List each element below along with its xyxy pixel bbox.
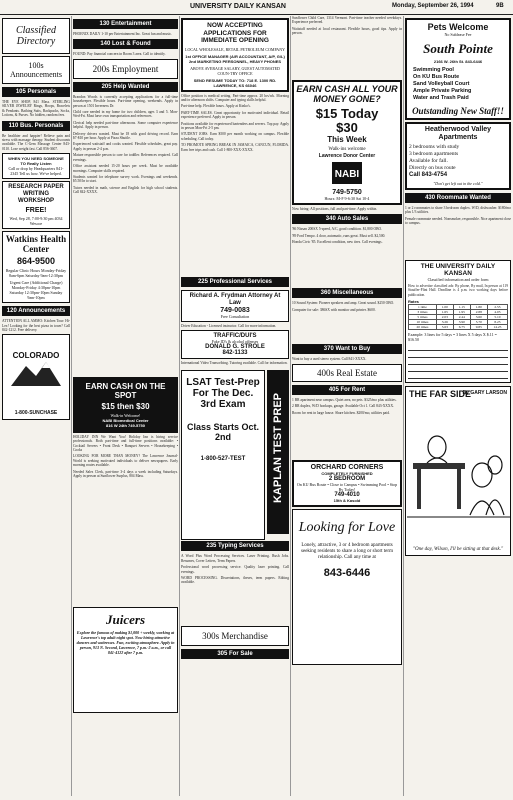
page-header: [0, 0, 513, 15]
kansan-form-heading: THE UNIVERSITY DAILY KANSAN: [420, 263, 496, 277]
directory-title: Classified Directory: [15, 25, 56, 47]
rates-cell: 1.00: [436, 305, 453, 310]
rates-title: Rates: [408, 299, 419, 305]
orchard-address: 15th & Kasold: [333, 497, 361, 503]
orchard-list: On KU Bus Route • Close to Campus • Swimming Pool • Stop By Today!: [296, 481, 398, 492]
earn-cash-sub: Walk-in Welcome!: [110, 412, 141, 418]
name-field[interactable]: [408, 345, 508, 351]
rates-row: [409, 325, 508, 330]
colorado-heading: COLORADO: [12, 351, 60, 361]
heatherwood-title: Heatherwood Valley Apartments: [424, 126, 492, 141]
workshop-title: RESEARCH PAPER WRITING WORKSHOP: [8, 184, 64, 205]
watkins-phone: 864-9500: [16, 256, 56, 267]
prof-services-heading: 225 Professional Services: [181, 277, 289, 287]
south-pointe-staff: Outstanding New Staff!!: [412, 106, 504, 116]
help-wanted-heading: 205 Help Wanted: [73, 82, 178, 92]
rates-cell: 3.26: [436, 320, 453, 325]
address-field[interactable]: [408, 352, 508, 358]
earn-cash-phone: 816 W 24th 749-5750: [106, 422, 145, 428]
column-rule: [179, 16, 180, 796]
misc-heading: 360 Miscellaneous: [292, 288, 402, 298]
workshop-ad: [2, 181, 70, 229]
accepting-note: ABOVE AVERAGE SALARY, GUEST AUTOMATED COUN-TRY OFFICE: [190, 65, 280, 76]
ad-text-field[interactable]: [408, 373, 508, 379]
rates-cell: 14.25: [487, 325, 507, 330]
rates-cell: 8.25: [487, 320, 507, 325]
orchard-sub: COMPLETELY FURNISHED: [321, 470, 373, 476]
amenity-pool: Swimming Pool: [413, 67, 454, 73]
rates-cell: 3.60: [470, 315, 487, 320]
far-side-cartoon: [405, 386, 511, 556]
south-pointe-list: [413, 67, 507, 102]
orchard-title: ORCHARD CORNERS: [310, 463, 384, 471]
accepting-sub: LOCAL WHOLESALE, RETAIL PETROLEUM COMPANY: [185, 46, 285, 52]
rates-cell: 5.10: [487, 315, 507, 320]
colorado-phone: 1-800-SUNCHASE: [14, 410, 58, 417]
rates-cell: 6.75: [453, 325, 470, 330]
earn-today: $15 Today: [315, 106, 379, 121]
employment-box: [73, 59, 178, 79]
workshop-date: Wed, Sep 28, 7:00-9:30 pm 4034 Wescoe: [9, 216, 63, 227]
heatherwood-item: 3 bedroom apartments: [409, 151, 459, 157]
listen-heading: WHEN YOU NEED SOMEONE TO Really Listen: [8, 156, 64, 167]
column-5: Pets Welcome No Sublease Fee South Pointe 2166 W. 26th St. 843-6446 Swimming Pool On KU Bus Route Sand Volleyball Court Ample Private Parking Water and Trash Paid Outstanding New Staff!! Heatherwood Valley Apartments 2 bedrooms with study 3 bedroom apartments Available for fall. Directly on bus route Call 843-4754 "Don't get left out in the cold." 430 Roommate Wanted 1 or 2 roommates to share 3 bedroom duplex. W/D, dishwasher. $180/mo plus 1/3 utilities. Female roommate needed. Nonsmoker, responsible. Nice apartment close to campus. THE UNIVERSITY DAILY KANSAN Classified information and order form How to advertise classified ads: By phone, By mail, In person at 119 Stauffer-Flint Hall. Deadline is 4 p.m. two working days before publication. Rates 1 time 1.00 1.15 1.80 2.55 3 times 1.65 1.95 2.88 4.05 5 times 2.03 2.44 3.60 5.10 10 times 3.26 3.90 5.70 8.25 20 times 5.63 6.75 9.85 14.25 Example: 3 lines for 5 days = 3 lines X 5 days X $.11 = $16.50 THE FAR SIDE By GARY LARSON "One day, Wilson, I'll be sitting at that desk.": [405, 16, 511, 796]
kaplan-sidebar: [267, 370, 289, 534]
amenity-utilities: Water and Trash Paid: [413, 95, 469, 101]
cartoon-drawing: [407, 405, 511, 525]
help-wanted-text: Brandon Woods is currently accepting applications for a full-time housekeeper. Flexible hours. Part-time opening, weekends. Apply in person at 1501 Inverness Dr. Child care needed in my home for two children, ages 3 and 5. Mon-Wed-Fri. Must have own transportation and references. Clerical help needed part-time afternoons. Some computer experience helpful. Apply in person. Delivery drivers wanted. Must be 18 with good driving record. Earn $7-$10 per hour. Apply at Pizza Shuttle. Experienced waitstaff and cooks wanted. Flexible schedules, great pay. Apply in person 2-4 p.m. Mature responsible person to care for toddler. References required. Call evenings. Office assistant needed 15-20 hours per week. Must be available mornings. Computer skills required. Students wanted for telephone survey work. Evenings and weekends. $5.50/hr to start. Tutors needed in math, science and English for high school students. Call 842-XXXX.: [73, 94, 178, 195]
earn-center: Lawrence Donor Center: [318, 153, 376, 159]
earn-cash-amount: $15 then $30: [101, 401, 150, 411]
column-rule: [290, 16, 291, 796]
rates-cell: 1 time: [409, 305, 437, 310]
love-phone: 843-6446: [323, 566, 371, 579]
amenity-bus: On KU Bus Route: [413, 74, 460, 80]
heatherwood-item: 2 bedrooms with study: [409, 144, 460, 150]
earn-cash-ad: [73, 377, 178, 433]
juicers-ad: [73, 607, 178, 713]
auto-sales-heading: 340 Auto Sales: [292, 214, 402, 224]
announce-heading: 120 Announcements: [2, 306, 70, 316]
bus-personals-heading: 110 Bus. Personals: [2, 121, 70, 131]
entertainment-heading: 130 Entertainment: [73, 19, 178, 29]
heatherwood-ad: [405, 122, 511, 190]
earn-cash-ad-2: [292, 80, 402, 205]
page-number-right: 9B: [496, 3, 504, 9]
masthead: UNIVERSITY DAILY KANSAN: [190, 3, 286, 10]
lsat-class: Class Starts Oct. 2nd: [186, 422, 260, 443]
lawyer-note: Free Consultation: [220, 313, 250, 319]
rates-table: [408, 304, 508, 330]
watkins-ad: [2, 231, 70, 303]
amenity-volleyball: Sand Volleyball Court: [413, 81, 470, 87]
mountain-icon: [11, 360, 61, 386]
merch-heading: 300s Merchandise: [202, 631, 268, 642]
lost-found-heading: 140 Lost & Found: [73, 39, 178, 49]
rates-cell: 5.70: [470, 320, 487, 325]
watkins-title: Watkins Health Center: [5, 234, 67, 255]
lsat-phone: 1-800-527-TEST: [200, 456, 246, 463]
rates-cell: 1.80: [470, 305, 487, 310]
announcements-box: [2, 56, 70, 84]
rates-cell: 1.15: [453, 305, 470, 310]
traffic-heading: TRAFFIC/DUI'S: [213, 332, 257, 339]
phone-field[interactable]: [408, 359, 508, 365]
real-estate-heading: 400s Real Estate: [317, 367, 377, 378]
rates-cell: 2.55: [487, 305, 507, 310]
heatherwood-note: "Don't get left out in the cold.": [433, 181, 483, 186]
far-side-byline: By GARY LARSON: [462, 390, 507, 397]
pets-title: Pets Welcome: [427, 22, 489, 32]
heatherwood-phone: Call 843-4754: [409, 172, 448, 178]
nabi-logo-icon: [332, 162, 362, 184]
announcements-heading: 100s Announcements: [10, 61, 62, 79]
orchard-bedroom: 2 BEDROOM: [328, 475, 366, 482]
typing-heading: 235 Typing Services: [181, 541, 289, 551]
lawyer-phone: 749-0083: [220, 306, 250, 314]
listen-text: Call or drop by Headquarters 841-2345 Tell us how. We've helped.: [8, 166, 64, 177]
listen-ad: [2, 153, 70, 179]
rates-cell: 5 times: [409, 315, 437, 320]
employment-heading: 200s Employment: [92, 63, 159, 74]
pets-sub: No Sublease Fee: [444, 32, 472, 37]
personals-heading: 105 Personals: [2, 87, 70, 97]
nabi-phone: 749-5750: [332, 189, 362, 196]
rates-cell: 1.65: [436, 310, 453, 315]
real-estate-box: [292, 364, 402, 382]
attorney-phone: 842-1133: [222, 349, 248, 356]
amenity-parking: Ample Private Parking: [413, 88, 472, 94]
accepting-list: 1st OFFICE MANAGER (A/R ACCOUNTANT, A/P, G/L) 2nd MARKETING PERSONNEL, HEAVY PHONES: [185, 53, 285, 64]
accepting-send: SEND RESUME TODAY TO: 718 E. 1300 RD. LAWRENCE, KS 66046: [193, 77, 277, 88]
earn-cash-title: EARN CASH ALL YOUR MONEY GONE?: [296, 84, 398, 104]
earn-cash-name: NABI Biomedical Center: [102, 417, 149, 423]
roommate-heading: 430 Roommate Wanted: [405, 193, 511, 203]
personals-text: THE EYE SHOP, 841 Mass. STERLING SILVER JEWELRY Rings, Hoops, Bracelets & Pendants. Bathing Suits, Backpacks, Socks, Lotions, & Purses. No hidden, random fees.: [2, 100, 70, 118]
south-pointe-ad: [405, 18, 511, 120]
watkins-hours: Regular Clinic Hours Monday-Friday 8am-6pm Saturday 9am-12:30pm: [5, 268, 67, 279]
earn-day: $30: [336, 120, 358, 135]
heatherwood-item: Available for fall.: [409, 158, 448, 164]
earn-week: This Week: [327, 135, 367, 144]
column-rule: [403, 16, 404, 796]
bus-personals-text: Be healthier and happier! Relieve pain and stress with massage therapy. Student discounts available. The C-Gem Massage Center 843-0110. Lose weight fast. Call 856-3607.: [2, 133, 70, 151]
rates-cell: 2.03: [436, 315, 453, 320]
merch-box: [181, 626, 289, 646]
column-1: [2, 16, 70, 796]
rates-cell: 3 times: [409, 310, 437, 315]
accepting-heading: NOW ACCEPTING APPLICATIONS FOR IMMEDIATE OPENING: [201, 22, 269, 44]
south-pointe-logo: South Pointe: [423, 41, 493, 56]
heatherwood-item: Directly on bus route: [409, 165, 456, 171]
accepting-ad: [181, 18, 289, 92]
rates-cell: 4.05: [487, 310, 507, 315]
rates-cell: 3.90: [453, 320, 470, 325]
kaplan-ad: [181, 368, 289, 538]
rates-cell: 1.95: [453, 310, 470, 315]
workshop-free: FREE!: [25, 207, 47, 215]
earn-walkins: Walk-ins welcome: [328, 147, 366, 152]
kaplan-logo: KAPLAN TEST PREP: [272, 393, 284, 504]
love-text: Lonely, attractive, 3 or 4 bedroom apartments seeking residents to share a long or short term relationship. Call any time at: [301, 542, 393, 560]
far-side-caption: "One day, Wilson, I'll be sitting at that desk.": [412, 547, 504, 553]
order-form: THE UNIVERSITY DAILY KANSAN Classified information and order form How to advertise classified ads: By phone, By mail, In person at 119 Stauffer-Flint Hall. Deadline is 4 p.m. two working days before publication. Rates 1 time 1.00 1.15 1.80 2.55 3 times 1.65 1.95 2.88 4.05 5 times 2.03 2.44 3.60 5.10 10 times 3.26 3.90 5.70 8.25 20 times 5.63 6.75 9.85 14.25 Example: 3 lines for 5 days = 3 lines X 5 days X $.11 = $16.50: [405, 260, 511, 383]
rates-cell: 2.88: [470, 310, 487, 315]
want-to-buy-heading: 370 Want to Buy: [292, 344, 402, 354]
rates-cell: 20 times: [409, 325, 437, 330]
column-3: NOW ACCEPTING APPLICATIONS FOR IMMEDIATE OPENING LOCAL WHOLESALE, RETAIL PETROLEUM COMPANY 1st OFFICE MANAGER (A/R ACCOUNTANT, A/P, G/L) 2nd MARKETING PERSONNEL, HEAVY PHONES ABOVE AVERAGE SALARY, GUEST AUTOMATED COUN-TRY OFFICE SEND RESUME TODAY TO: 718 E. 1300 RD. LAWRENCE, KS 66046 Office position is medical setting. Part-time approx. 20 hrs/wk. Morning and/or afternoon shifts. Computer and typing skills helpful. Part-time help. Flexible hours. Apply at Kinko's. PART-TIME SALES. Great opportunity for motivated individual. Retail experience preferred. Apply in person. Positions available for experienced bartenders and servers. Top pay. Apply in person Mon-Fri 2-5 pm. STUDENT JOBS. Earn $500 per month working on campus. Flexible scheduling. Call today. TO PROMOTE SPRING BREAK IN JAMAICA, CANCUN, FLORIDA. Earn free trips and cash. Call 1-800-XXX-XXXX. 225 Professional Services Richard A. Frydman Attorney At Law 749-0083 Free Consultation Driver Education - Licensed instructor. Call for more information. TRAFFIC/DUI'S Fake ID's & alcohol offenses DONALD G. STROLE 842-1133 International Video Transcribing. Tutoring available. Call for information. LSAT Test-Prep For The Dec. 3rd Exam Class Starts Oct. 2nd 1-800-527-TEST KAPLAN TEST PREP 235 Typing Services A Word Plus Word Processing Services. Laser Printing. Rush Jobs. Resumes, Cover Letters, Term Papers. Professional word processing service. Quality laser printing. Call evenings. WORD PROCESSING. Dissertations, theses, term papers. Editing available. 300s Merchandise 305 For Sale: [181, 16, 289, 796]
orchard-phone: 749-4010: [334, 491, 360, 498]
for-rent-heading: 405 For Rent: [292, 385, 402, 395]
orchard-ad: [292, 460, 402, 507]
earn-cash-heading: EARN CASH ON THE SPOT: [85, 381, 166, 400]
lawyer-name: Richard A. Frydman Attorney At Law: [189, 292, 281, 306]
lsat-title: LSAT Test-Prep For The Dec. 3rd Exam: [186, 377, 260, 411]
looking-for-love-ad: [292, 509, 402, 665]
svg-text:NABI: NABI: [334, 169, 360, 180]
for-sale-heading: 305 For Sale: [181, 649, 289, 659]
rates-cell: 10 times: [409, 320, 437, 325]
traffic-ad: TRAFFIC/DUI'S Fake ID's & alcohol offenses DONALD G. STROLE 842-1133: [181, 330, 289, 359]
watkins-urgent: Urgent Care (Additional Charge) Monday-Friday 4:30pm-10pm Saturday 12:30pm-10pm Sunday 9am-10pm: [9, 280, 63, 301]
juicers-text: Explore the famous of making $1,000 + weekly, working at Lawrence's top adult night spot. Now hiring attractive dancers and waitresses. Fun, exciting atmosphere. Apply in person, 913 N. Second, Lawrence, 7 p.m.-2 a.m., or call 841-4122 after 7 p.m.: [76, 629, 175, 655]
south-pointe-address: 2166 W. 26th St. 843-6446: [433, 59, 483, 64]
column-4: Sunflower Child Care, 1314 Vermont. Part-time teacher needed weekdays. Experience preferred. Waitstaff needed at local restaurant. Flexible hours, good tips. Apply in person. EARN CASH ALL YOUR MONEY GONE? $15 Today $30 This Week Walk-ins welcome Lawrence Donor Center NABI 749-5750 Hours: M-F 9-6:30 Sat 10-4 Now hiring: All positions, full and part-time. Apply within. 340 Auto Sales '86 Nissan 200SX 5-speed, A/C, good condition. $1,800 OBO. '89 Ford Tempo. 4 door, automatic, runs great. Must sell. $2,500. Honda Civic '85. Excellent condition, new tires. Call evenings. 360 Miscellaneous 10 Sound System: Pioneer speakers and amp. Great sound. $250 OBO. Computer for sale: 386SX with monitor and printer. $600. 370 Want to Buy Want to buy a used stereo system. Call 841-XXXX. 400s Real Estate 405 For Rent 1 BR apartment near campus. Quiet area, no pets. $325/mo plus utilities. 2 BR duplex, W/D hookups, garage. Available Oct 1. Call 843-XXXX. Room for rent in large house. Share kitchen. $200/mo, utilities paid. ORCHARD CORNERS COMPLETELY FURNISHED 2 BEDROOM On KU Bus Route • Close to Campus • Swimming Pool • Stop By Today! 749-4010 15th & Kasold Looking for Love Lonely, attractive, 3 or 4 bedroom apartments seeking residents to share a long or short term relationship. Call any time at 843-6446: [292, 16, 402, 796]
classified-directory-box: [2, 18, 70, 54]
far-side-title: THE FAR SIDE: [409, 389, 472, 400]
rates-cell: 9.85: [470, 325, 487, 330]
rates-cell: 2.44: [453, 315, 470, 320]
announce-text: ATTENTION ALL AMMO: Kitchen Tour: Hi-Lex! Looking for the best pizza in town? Call 842-1212. Free delivery.: [2, 319, 70, 333]
nabi-hours: Hours: M-F 9-6:30 Sat 10-4: [324, 196, 370, 201]
page-date: Monday, September 26, 1994: [392, 3, 474, 9]
juicers-title: Juicers: [106, 611, 145, 627]
lawyer-ad: [181, 290, 289, 322]
column-rule: [71, 16, 72, 796]
rates-example: Example: 3 lines for 5 days = 3 lines X 5 days X $.11 = $16.50: [408, 332, 497, 343]
kansan-form-sub: Classified information and order form: [427, 277, 489, 282]
rates-cell: 5.63: [436, 325, 453, 330]
ad-text-field[interactable]: [408, 366, 508, 372]
column-2: 130 Entertainment PHOENIX DAILY 1-10 per Entertainment Inc. Great fun and music. 140 Lost & Found FOUND: Pay financial concern in Room 3 area. Call to identify. 200s Employment 205 Help Wanted Brandon Woods is currently accepting applications for a full-time housekeeper. Flexible hours. Part-time opening, weekends. Apply in person at 1501 Inverness Dr. Child care needed in my home for two children, ages 3 and 5. Mon-Wed-Fri. Must have own transportation and references. Clerical help needed part-time afternoons. Some computer experience helpful. Apply in person. Delivery drivers wanted. Must be 18 with good driving record. Earn $7-$10 per hour. Apply at Pizza Shuttle. Experienced waitstaff and cooks wanted. Flexible schedules, great pay. Apply in person 2-4 p.m. Mature responsible person to care for toddler. References required. Call evenings. Office assistant needed 15-20 hours per week. Must be available mornings. Computer skills required. Students wanted for telephone survey work. Evenings and weekends. $5.50/hr to start. Tutors needed in math, science and English for high school students. Call 842-XXXX. EARN CASH ON THE SPOT $15 then $30 Walk-in Welcome! NABI Biomedical Center 816 W 24th 749-5750 HOLIDAY INN We Want You! Holiday Inn is hiring service professionals. Both part-time and full-time positions available: • Cocktail Servers • Front Desk • Banquet Servers • Housekeeping • Cooks LOOKING FOR MORE THAN MONEY? The Lawrence Journal-World is seeking motivated individuals to deliver newspapers. Early morning routes available. Needed Sales Clerk, part-time 3-4 days a week including Saturdays. Apply in person at Sunflower Surplus, 804 Mass. Juicers Explore the famous of making $1,000 + weekly, working at Lawrence's top adult night spot. Now hiring attractive dancers and waitresses. Fun, exciting atmosphere. Apply in person, 913 N. Second, Lawrence, 7 p.m.-2 a.m., or call 841-4122 after 7 p.m.: [73, 16, 178, 796]
colorado-ad: [2, 334, 70, 420]
love-title: Looking for Love: [298, 519, 396, 535]
attorney-name: DONALD G. STROLE: [205, 343, 265, 350]
